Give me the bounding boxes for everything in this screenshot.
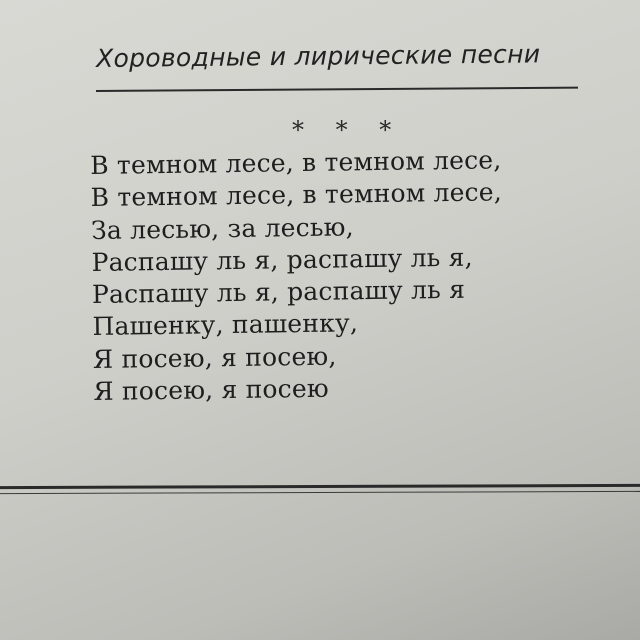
- poem-line: Распашу ль я, распашу ль я: [91, 274, 466, 310]
- section-header: Хороводные и лирические песни: [96, 39, 541, 73]
- stanza-separator: * * *: [292, 116, 404, 144]
- poem-line: Пашенку, пашенку,: [92, 308, 359, 342]
- footer-rule-thick: [0, 484, 640, 489]
- poem-line: В темном лесе, в темном лесе,: [90, 145, 502, 180]
- poem-line: В темном лесе, в темном лесе,: [90, 177, 503, 213]
- poem-line: Распашу ль я, распашу ль я,: [91, 242, 473, 277]
- poem-body: [90, 143, 614, 409]
- header-divider: [96, 87, 578, 92]
- footer-rule-thin: [0, 491, 640, 494]
- poem-line: Я посею, я посею,: [92, 341, 337, 374]
- poem-line: За лесью, за лесью,: [90, 211, 354, 245]
- poem-line: Я посею, я посею: [93, 373, 330, 407]
